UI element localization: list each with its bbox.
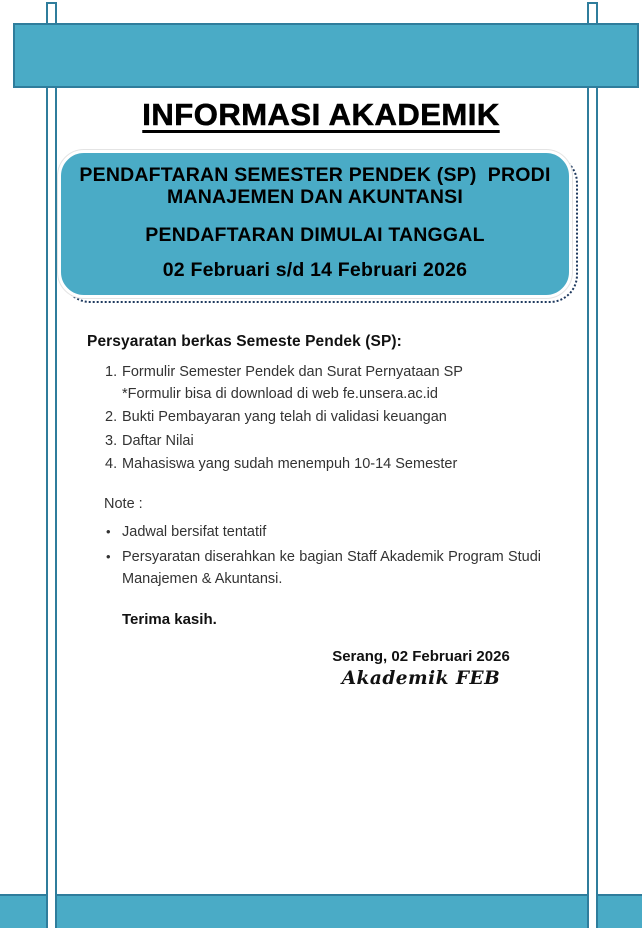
signature-place-date: Serang, 02 Februari 2026 <box>332 648 510 665</box>
signature-block <box>321 647 521 690</box>
note-list <box>104 521 541 590</box>
requirement-item-1 <box>87 362 542 405</box>
requirement-item-4-text: Mahasiswa yang sudah menempuh 10-14 Semester <box>122 456 458 472</box>
note-bullet-2 <box>104 546 541 590</box>
requirement-item-3-number: 3. <box>105 432 118 449</box>
requirement-item-2 <box>87 407 542 429</box>
requirement-item-2-text: Bukti Pembayaran yang telah di validasi keuangan <box>122 409 447 425</box>
note-bullet-2-text: Persyaratan diserahkan ke bagian Staff Akademik Program Studi Manajemen & Akuntansi. <box>122 549 541 587</box>
requirement-item-4-number: 4. <box>105 456 118 472</box>
bottom-banner <box>0 894 642 928</box>
page-title-text: INFORMASI AKADEMIK <box>142 97 500 132</box>
closing-text: Terima kasih. <box>122 611 217 628</box>
requirement-item-4 <box>87 454 542 476</box>
top-banner <box>13 23 639 88</box>
requirement-item-1-subtext: *Formulir bisa di download di web fe.unsera.ac.id <box>122 385 438 402</box>
note-bullet-1 <box>104 521 541 543</box>
bullet-icon: • <box>106 524 111 539</box>
page-title <box>0 97 642 133</box>
requirements-section <box>87 332 542 478</box>
left-border-strip <box>46 2 57 928</box>
announcement-box <box>58 150 572 298</box>
requirement-item-3-text: Daftar Nilai <box>122 432 194 449</box>
announcement-line-2: PENDAFTARAN DIMULAI TANGGAL <box>145 224 485 246</box>
signature-name: Akademik FEB <box>341 668 501 689</box>
note-label: Note : <box>104 496 143 512</box>
note-section <box>104 494 541 593</box>
requirement-item-3 <box>87 431 542 453</box>
requirements-heading: Persyaratan berkas Semeste Pendek (SP): <box>87 333 402 350</box>
announcement-line-1: PENDAFTARAN SEMESTER PENDEK (SP) PRODI MANAJEMEN DAN AKUNTANSI <box>79 164 551 208</box>
note-bullet-1-text: Jadwal bersifat tentatif <box>122 524 267 540</box>
requirement-item-1-number: 1. <box>105 364 118 380</box>
right-border-strip <box>587 2 598 928</box>
requirement-item-1-text: Formulir Semester Pendek dan Surat Pernyataan SP <box>122 364 463 380</box>
bullet-icon: • <box>106 549 111 564</box>
requirements-list <box>87 362 542 476</box>
requirement-item-2-number: 2. <box>105 409 118 425</box>
announcement-line-3: 02 Februari s/d 14 Februari 2026 <box>162 259 468 281</box>
